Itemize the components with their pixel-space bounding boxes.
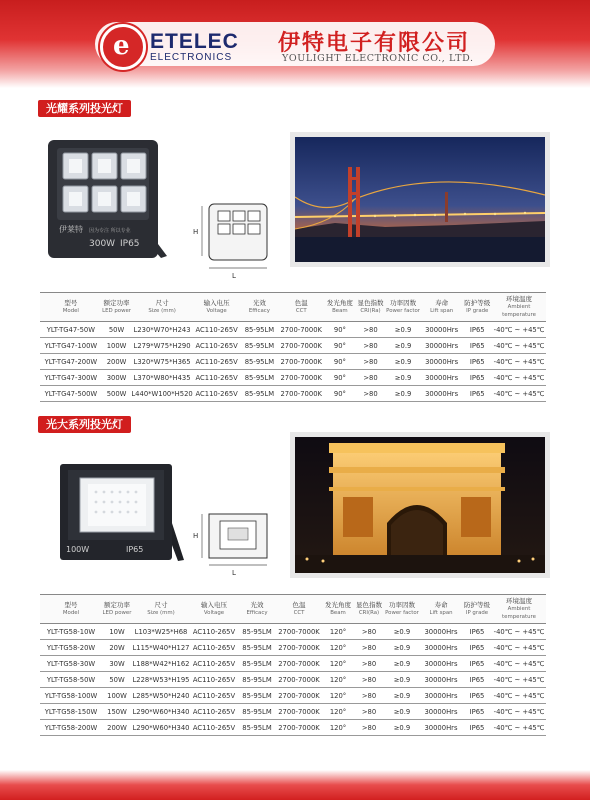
table-cell: >80 (354, 656, 384, 672)
table-cell: YLT-TG47-50W (40, 322, 102, 338)
product-label-cn: 伊莱特 (59, 225, 83, 234)
table-cell: 30000Hrs (421, 322, 463, 338)
table-cell: 120° (322, 704, 354, 720)
table-row (40, 688, 546, 704)
table-cell: >80 (356, 322, 386, 338)
table-cell: L230*W70*H243 (131, 322, 192, 338)
table-cell: -40℃ ~ +45℃ (492, 322, 546, 338)
table-cell: L370*W80*H435 (131, 370, 192, 386)
table-cell: 300W (102, 370, 132, 386)
column-header-en: Size (mm) (148, 308, 176, 314)
dim-h-label: H (193, 228, 199, 236)
table-cell: 120° (322, 656, 354, 672)
column-header-cn: 防护等级 (464, 299, 491, 307)
table-row (40, 640, 546, 656)
table-cell: AC110-265V (193, 354, 241, 370)
table-cell: ≥0.9 (384, 704, 420, 720)
table-cell: 200W (102, 720, 132, 736)
table-cell: AC110-265V (190, 672, 238, 688)
column-header (385, 293, 420, 322)
column-header-cn: 额定功率 (104, 601, 130, 609)
table-cell: ≥0.9 (385, 386, 420, 402)
table-cell: 2700-7000K (278, 338, 324, 354)
table-cell: >80 (354, 624, 384, 640)
table-cell: >80 (354, 640, 384, 656)
column-header (356, 293, 386, 322)
spec-table-tg58 (40, 594, 546, 736)
table-cell: 90° (324, 354, 356, 370)
column-header-en: LED power (102, 610, 132, 616)
column-header (40, 293, 102, 322)
table-cell: IP65 (462, 354, 492, 370)
table-row (40, 322, 546, 338)
column-header-en: Beam (330, 610, 346, 616)
table-cell: ≥0.9 (384, 640, 420, 656)
column-header-cn: 光效 (252, 299, 266, 307)
table-cell: 2700-7000K (278, 386, 324, 402)
column-header-cn: 尺寸 (154, 601, 168, 609)
table-cell: 100W (102, 338, 132, 354)
column-header-cn: 发光角度 (325, 601, 351, 609)
table-cell: 85-95LM (238, 672, 276, 688)
table-cell: YLT-TG58-10W (40, 624, 102, 640)
table-row (40, 656, 546, 672)
table-cell: ≥0.9 (384, 720, 420, 736)
table-cell: IP65 (462, 322, 492, 338)
table-cell: 150W (102, 704, 132, 720)
table-cell: >80 (354, 688, 384, 704)
table-cell: 30000Hrs (420, 704, 462, 720)
table-cell: 85-95LM (238, 640, 276, 656)
floodlight-tg47-image (45, 138, 175, 263)
table-cell: 85-95LM (241, 322, 279, 338)
table-cell: >80 (356, 370, 386, 386)
table-cell: L115*W40*H127 (132, 640, 190, 656)
table-cell: 120° (322, 688, 354, 704)
column-header-cn: 环境温度 (506, 597, 532, 605)
table-cell: 90° (324, 370, 356, 386)
table-row (40, 386, 546, 402)
table-cell: IP65 (462, 720, 492, 736)
column-header-en: Ambient temperature (502, 304, 536, 318)
table-cell: YLT-TG47-300W (40, 370, 102, 386)
table-cell: AC110-265V (190, 720, 238, 736)
column-header (131, 293, 192, 322)
table-cell: 2700-7000K (276, 688, 322, 704)
column-header-cn: 防护等级 (464, 601, 490, 609)
column-header (384, 595, 420, 624)
column-header (132, 595, 190, 624)
table-cell: 50W (102, 322, 132, 338)
product2-ip-label: IP65 (126, 545, 144, 554)
table-cell: 120° (322, 720, 354, 736)
table-cell: IP65 (462, 656, 492, 672)
table-cell: 30000Hrs (421, 370, 463, 386)
table-cell: >80 (356, 386, 386, 402)
table-cell: 30000Hrs (420, 672, 462, 688)
table-cell: 2700-7000K (276, 640, 322, 656)
column-header-en: IP grade (465, 610, 489, 616)
column-header (40, 595, 102, 624)
table-cell: L290*W60*H340 (132, 720, 190, 736)
table-cell: 30000Hrs (420, 720, 462, 736)
dimension-diagram-2 (192, 508, 272, 578)
table-cell: ≥0.9 (384, 672, 420, 688)
table-cell: 30000Hrs (420, 640, 462, 656)
table-cell: 120° (322, 640, 354, 656)
column-header (324, 293, 356, 322)
logo-letter: e (113, 31, 130, 61)
table-cell: IP65 (462, 338, 492, 354)
table-cell: -40℃ ~ +45℃ (492, 370, 546, 386)
table-cell: -40℃ ~ +45℃ (492, 656, 546, 672)
table-cell: 85-95LM (238, 688, 276, 704)
column-header-en: Lift span (429, 610, 453, 616)
golden-gate-bridge-photo (290, 132, 550, 267)
table-cell: ≥0.9 (385, 338, 420, 354)
table-cell: >80 (356, 338, 386, 354)
table-cell: 20W (102, 640, 132, 656)
table-row (40, 370, 546, 386)
column-header-cn: 色温 (292, 601, 306, 609)
spec-table-tg47 (40, 292, 546, 402)
table-cell: 85-95LM (241, 386, 279, 402)
table-cell: >80 (354, 704, 384, 720)
column-header (421, 293, 463, 322)
column-header (238, 595, 276, 624)
column-header (241, 293, 279, 322)
table-cell: 2700-7000K (276, 624, 322, 640)
table-header-row (40, 293, 546, 322)
table-cell: -40℃ ~ +45℃ (492, 720, 546, 736)
table-cell: 120° (322, 624, 354, 640)
table-cell: ≥0.9 (384, 624, 420, 640)
column-header-en: Efficacy (246, 610, 268, 616)
dimension-diagram-1 (192, 198, 272, 280)
column-header (193, 293, 241, 322)
table-cell: 2700-7000K (276, 656, 322, 672)
table-cell: 85-95LM (241, 370, 279, 386)
table-cell: AC110-265V (193, 338, 241, 354)
column-header-en: Beam (332, 308, 348, 314)
table-cell: 30000Hrs (420, 688, 462, 704)
column-header-cn: 发光角度 (326, 299, 353, 307)
table-cell: YLT-TG58-50W (40, 672, 102, 688)
table-cell: 85-95LM (238, 624, 276, 640)
column-header-cn: 型号 (64, 299, 78, 307)
table-cell: YLT-TG47-100W (40, 338, 102, 354)
table-row (40, 354, 546, 370)
table-cell: YLT-TG58-30W (40, 656, 102, 672)
table-cell: >80 (356, 354, 386, 370)
page-header (0, 0, 590, 88)
column-header (102, 595, 132, 624)
table-cell: 30000Hrs (421, 386, 463, 402)
brand-name: ETELEC (150, 30, 239, 53)
product-label-slogan: 因为专注 所以专业 (89, 228, 131, 234)
table-cell: L290*W60*H340 (132, 704, 190, 720)
column-header-cn: 尺寸 (155, 299, 169, 307)
brand-subtitle: ELECTRONICS (150, 52, 233, 63)
table-cell: L285*W50*H240 (132, 688, 190, 704)
column-header (462, 595, 492, 624)
table-cell: AC110-265V (193, 370, 241, 386)
column-header-en: Size (mm) (147, 610, 175, 616)
table-cell: ≥0.9 (385, 354, 420, 370)
table-cell: IP65 (462, 640, 492, 656)
table-cell: >80 (354, 720, 384, 736)
table-cell: 200W (102, 354, 132, 370)
table-cell: -40℃ ~ +45℃ (492, 624, 546, 640)
column-header-cn: 功率因数 (390, 299, 417, 307)
column-header (278, 293, 324, 322)
floodlight-tg58-image (58, 462, 188, 570)
column-header-cn: 环境温度 (506, 295, 533, 303)
column-header-cn: 型号 (64, 601, 78, 609)
table-cell: L440*W100*H520 (131, 386, 192, 402)
table-cell: 2700-7000K (276, 672, 322, 688)
table-row (40, 624, 546, 640)
table-row (40, 338, 546, 354)
table-cell: -40℃ ~ +45℃ (492, 672, 546, 688)
table-cell: 2700-7000K (278, 354, 324, 370)
arc-de-triomphe-photo (290, 432, 550, 578)
table-cell: L188*W42*H162 (132, 656, 190, 672)
dim2-l-label: L (232, 569, 236, 577)
table-cell: 120° (322, 672, 354, 688)
table-cell: IP65 (462, 704, 492, 720)
table-cell: ≥0.9 (384, 656, 420, 672)
table-cell: 85-95LM (241, 354, 279, 370)
column-header (492, 293, 546, 322)
table-cell: IP65 (462, 624, 492, 640)
column-header (492, 595, 546, 624)
table-row (40, 672, 546, 688)
table-cell: 2700-7000K (278, 370, 324, 386)
company-name-cn: 伊特电子有限公司 (278, 30, 471, 56)
table-cell: 500W (102, 386, 132, 402)
table-cell: 2700-7000K (276, 704, 322, 720)
page-footer (0, 770, 590, 800)
table-cell: ≥0.9 (384, 688, 420, 704)
product2-power-label: 100W (66, 545, 90, 554)
column-header-cn: 输入电压 (201, 601, 227, 609)
table-cell: AC110-265V (193, 386, 241, 402)
column-header (420, 595, 462, 624)
column-header-cn: 显色指数 (356, 601, 382, 609)
column-header-cn: 色温 (294, 299, 308, 307)
column-header (276, 595, 322, 624)
table-cell: YLT-TG47-200W (40, 354, 102, 370)
table-cell: AC110-265V (190, 640, 238, 656)
table-cell: 30W (102, 656, 132, 672)
column-header-en: Lift span (430, 308, 454, 314)
section-title-guangda: 光大系列投光灯 (38, 416, 131, 433)
column-header (322, 595, 354, 624)
section-title-guangyao: 光耀系列投光灯 (38, 100, 131, 117)
company-logo (100, 24, 146, 70)
table-cell: 2700-7000K (276, 720, 322, 736)
table-cell: -40℃ ~ +45℃ (492, 386, 546, 402)
table-cell: 90° (324, 338, 356, 354)
column-header (190, 595, 238, 624)
table-header-row (40, 595, 546, 624)
table-cell: -40℃ ~ +45℃ (492, 338, 546, 354)
table-cell: AC110-265V (190, 704, 238, 720)
column-header-en: CCT (295, 308, 307, 314)
table-cell: YLT-TG58-100W (40, 688, 102, 704)
table-cell: AC110-265V (190, 656, 238, 672)
table-cell: 10W (102, 624, 132, 640)
table-cell: AC110-265V (190, 688, 238, 704)
column-header-en: CRI(Ra) (358, 610, 380, 616)
column-header-en: Voltage (203, 610, 225, 616)
table-cell: IP65 (462, 672, 492, 688)
column-header-cn: 额定功率 (103, 299, 130, 307)
table-cell: 2700-7000K (278, 322, 324, 338)
column-header-en: Power factor (385, 610, 419, 616)
table-cell: YLT-TG58-150W (40, 704, 102, 720)
table-cell: -40℃ ~ +45℃ (492, 688, 546, 704)
table-cell: L228*W53*H195 (132, 672, 190, 688)
table-cell: 85-95LM (241, 338, 279, 354)
column-header-en: LED power (102, 308, 132, 314)
table-cell: 90° (324, 322, 356, 338)
column-header-cn: 光效 (250, 601, 264, 609)
table-cell: -40℃ ~ +45℃ (492, 354, 546, 370)
column-header-en: Efficacy (248, 308, 270, 314)
table-cell: 90° (324, 386, 356, 402)
table-cell: 30000Hrs (420, 624, 462, 640)
column-header-en: Power factor (386, 308, 420, 314)
table-cell: L103*W25*H68 (132, 624, 190, 640)
column-header-cn: 显色指数 (357, 299, 384, 307)
table-cell: 100W (102, 688, 132, 704)
table-cell: 50W (102, 672, 132, 688)
column-header (102, 293, 132, 322)
product-power-label: 300W (89, 239, 116, 249)
table-cell: ≥0.9 (385, 370, 420, 386)
table-cell: IP65 (462, 386, 492, 402)
table-row (40, 720, 546, 736)
column-header-cn: 寿命 (435, 299, 449, 307)
table-row (40, 704, 546, 720)
table-cell: 30000Hrs (420, 656, 462, 672)
product-ip-label: IP65 (120, 239, 140, 249)
table-cell: 85-95LM (238, 704, 276, 720)
dim-l-label: L (232, 272, 236, 280)
table-cell: -40℃ ~ +45℃ (492, 640, 546, 656)
column-header-en: Model (62, 308, 79, 314)
table-cell: IP65 (462, 688, 492, 704)
table-cell: YLT-TG47-500W (40, 386, 102, 402)
column-header-cn: 寿命 (434, 601, 448, 609)
table-cell: AC110-265V (193, 322, 241, 338)
table-cell: 85-95LM (238, 720, 276, 736)
column-header-en: CRI(Ra) (360, 308, 381, 314)
table-cell: IP65 (462, 370, 492, 386)
column-header-en: Voltage (206, 308, 227, 314)
table-cell: YLT-TG58-200W (40, 720, 102, 736)
column-header-en: CCT (293, 610, 305, 616)
column-header (462, 293, 492, 322)
table-cell: ≥0.9 (385, 322, 420, 338)
dim2-h-label: H (193, 532, 199, 540)
table-cell: 85-95LM (238, 656, 276, 672)
table-cell: L320*W75*H365 (131, 354, 192, 370)
column-header-en: IP grade (466, 308, 489, 314)
company-name-en: YOULIGHT ELECTRONIC CO., LTD. (282, 53, 474, 64)
table-cell: L279*W75*H290 (131, 338, 192, 354)
table-cell: -40℃ ~ +45℃ (492, 704, 546, 720)
table-cell: 30000Hrs (421, 338, 463, 354)
table-cell: >80 (354, 672, 384, 688)
column-header (354, 595, 384, 624)
column-header-en: Model (62, 610, 80, 616)
column-header-cn: 输入电压 (203, 299, 230, 307)
table-cell: 30000Hrs (421, 354, 463, 370)
table-cell: AC110-265V (190, 624, 238, 640)
column-header-cn: 功率因数 (389, 601, 415, 609)
column-header-en: Ambient temperature (502, 606, 536, 620)
table-cell: YLT-TG58-20W (40, 640, 102, 656)
